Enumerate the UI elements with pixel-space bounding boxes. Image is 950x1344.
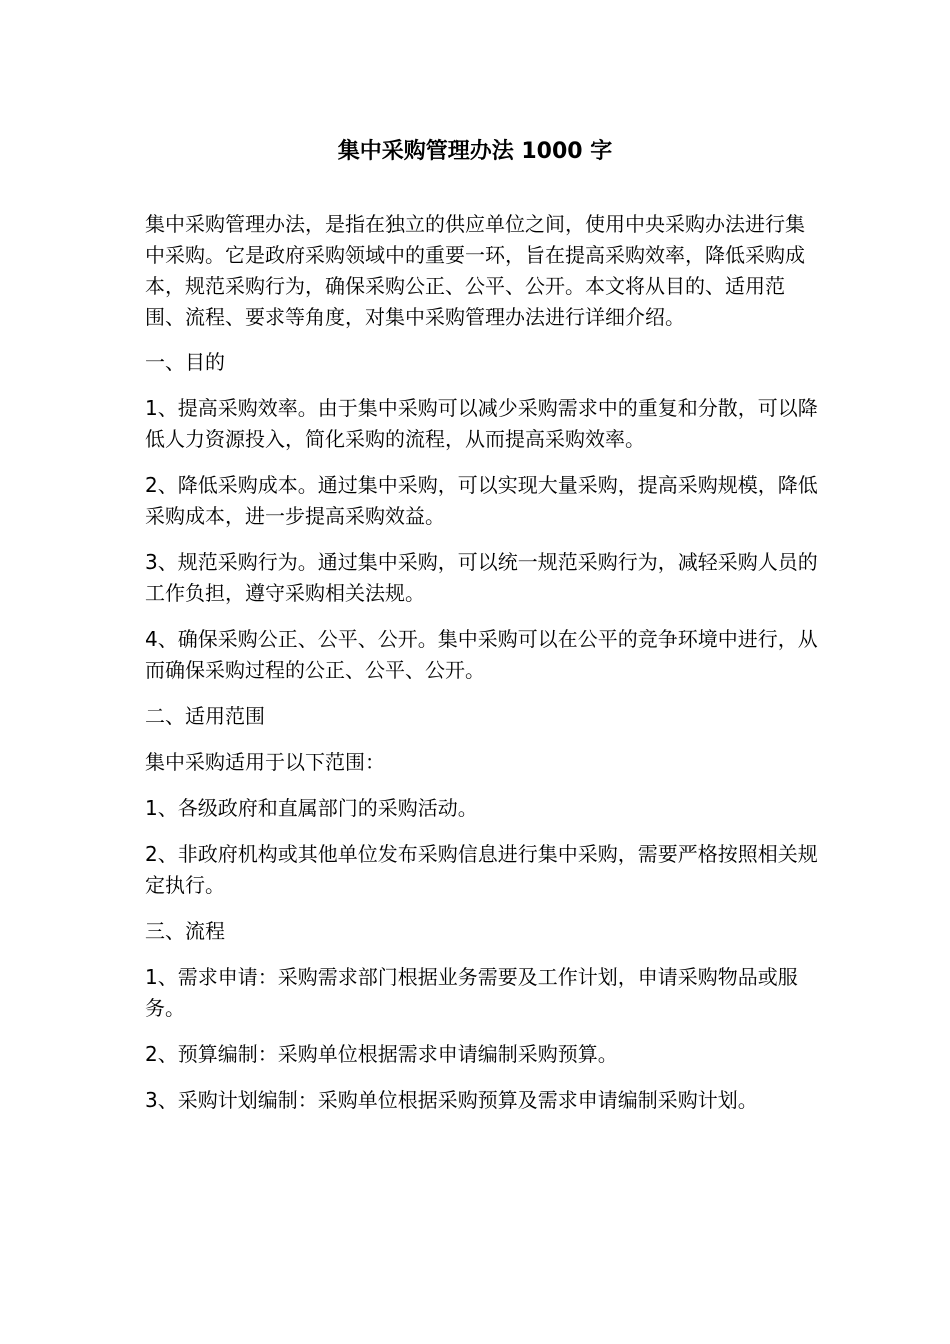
purpose-item-2: 2、降低采购成本。通过集中采购，可以实现大量采购，提高采购规模，降低采购成本，进一步提高采购效益。 bbox=[145, 473, 818, 528]
purpose-item-4: 4、确保采购公正、公平、公开。集中采购可以在公平的竞争环境中进行，从而确保采购过程的公正、公平、公开。 bbox=[145, 627, 818, 682]
section-heading-process: 三、流程 bbox=[145, 919, 225, 943]
intro-paragraph: 集中采购管理办法，是指在独立的供应单位之间，使用中央采购办法进行集中采购。它是政府采购领域中的重要一环，旨在提高采购效率，降低采购成本，规范采购行为，确保采购公正、公平、公开。本文将从目的、适用范围、流程、要求等角度，对集中采购管理办法进行详细介绍。 bbox=[145, 212, 805, 329]
purpose-item-3: 3、规范采购行为。通过集中采购，可以统一规范采购行为，减轻采购人员的工作负担，遵守采购相关法规。 bbox=[145, 550, 818, 605]
section-heading-scope: 二、适用范围 bbox=[145, 704, 265, 728]
process-item-3: 3、采购计划编制：采购单位根据采购预算及需求申请编制采购计划。 bbox=[145, 1088, 758, 1112]
scope-intro: 集中采购适用于以下范围： bbox=[145, 750, 385, 774]
section-heading-purpose: 一、目的 bbox=[145, 350, 225, 374]
scope-item-2: 2、非政府机构或其他单位发布采购信息进行集中采购，需要严格按照相关规定执行。 bbox=[145, 842, 818, 897]
process-item-2: 2、预算编制：采购单位根据需求申请编制采购预算。 bbox=[145, 1042, 618, 1066]
purpose-item-1: 1、提高采购效率。由于集中采购可以减少采购需求中的重复和分散，可以降低人力资源投入，简化采购的流程，从而提高采购效率。 bbox=[145, 396, 818, 451]
document-title: 集中采购管理办法 1000 字 bbox=[337, 139, 613, 164]
document-body bbox=[145, 209, 835, 1131]
scope-item-1: 1、各级政府和直属部门的采购活动。 bbox=[145, 796, 478, 820]
process-item-1: 1、需求申请：采购需求部门根据业务需要及工作计划，申请采购物品或服务。 bbox=[145, 965, 798, 1020]
